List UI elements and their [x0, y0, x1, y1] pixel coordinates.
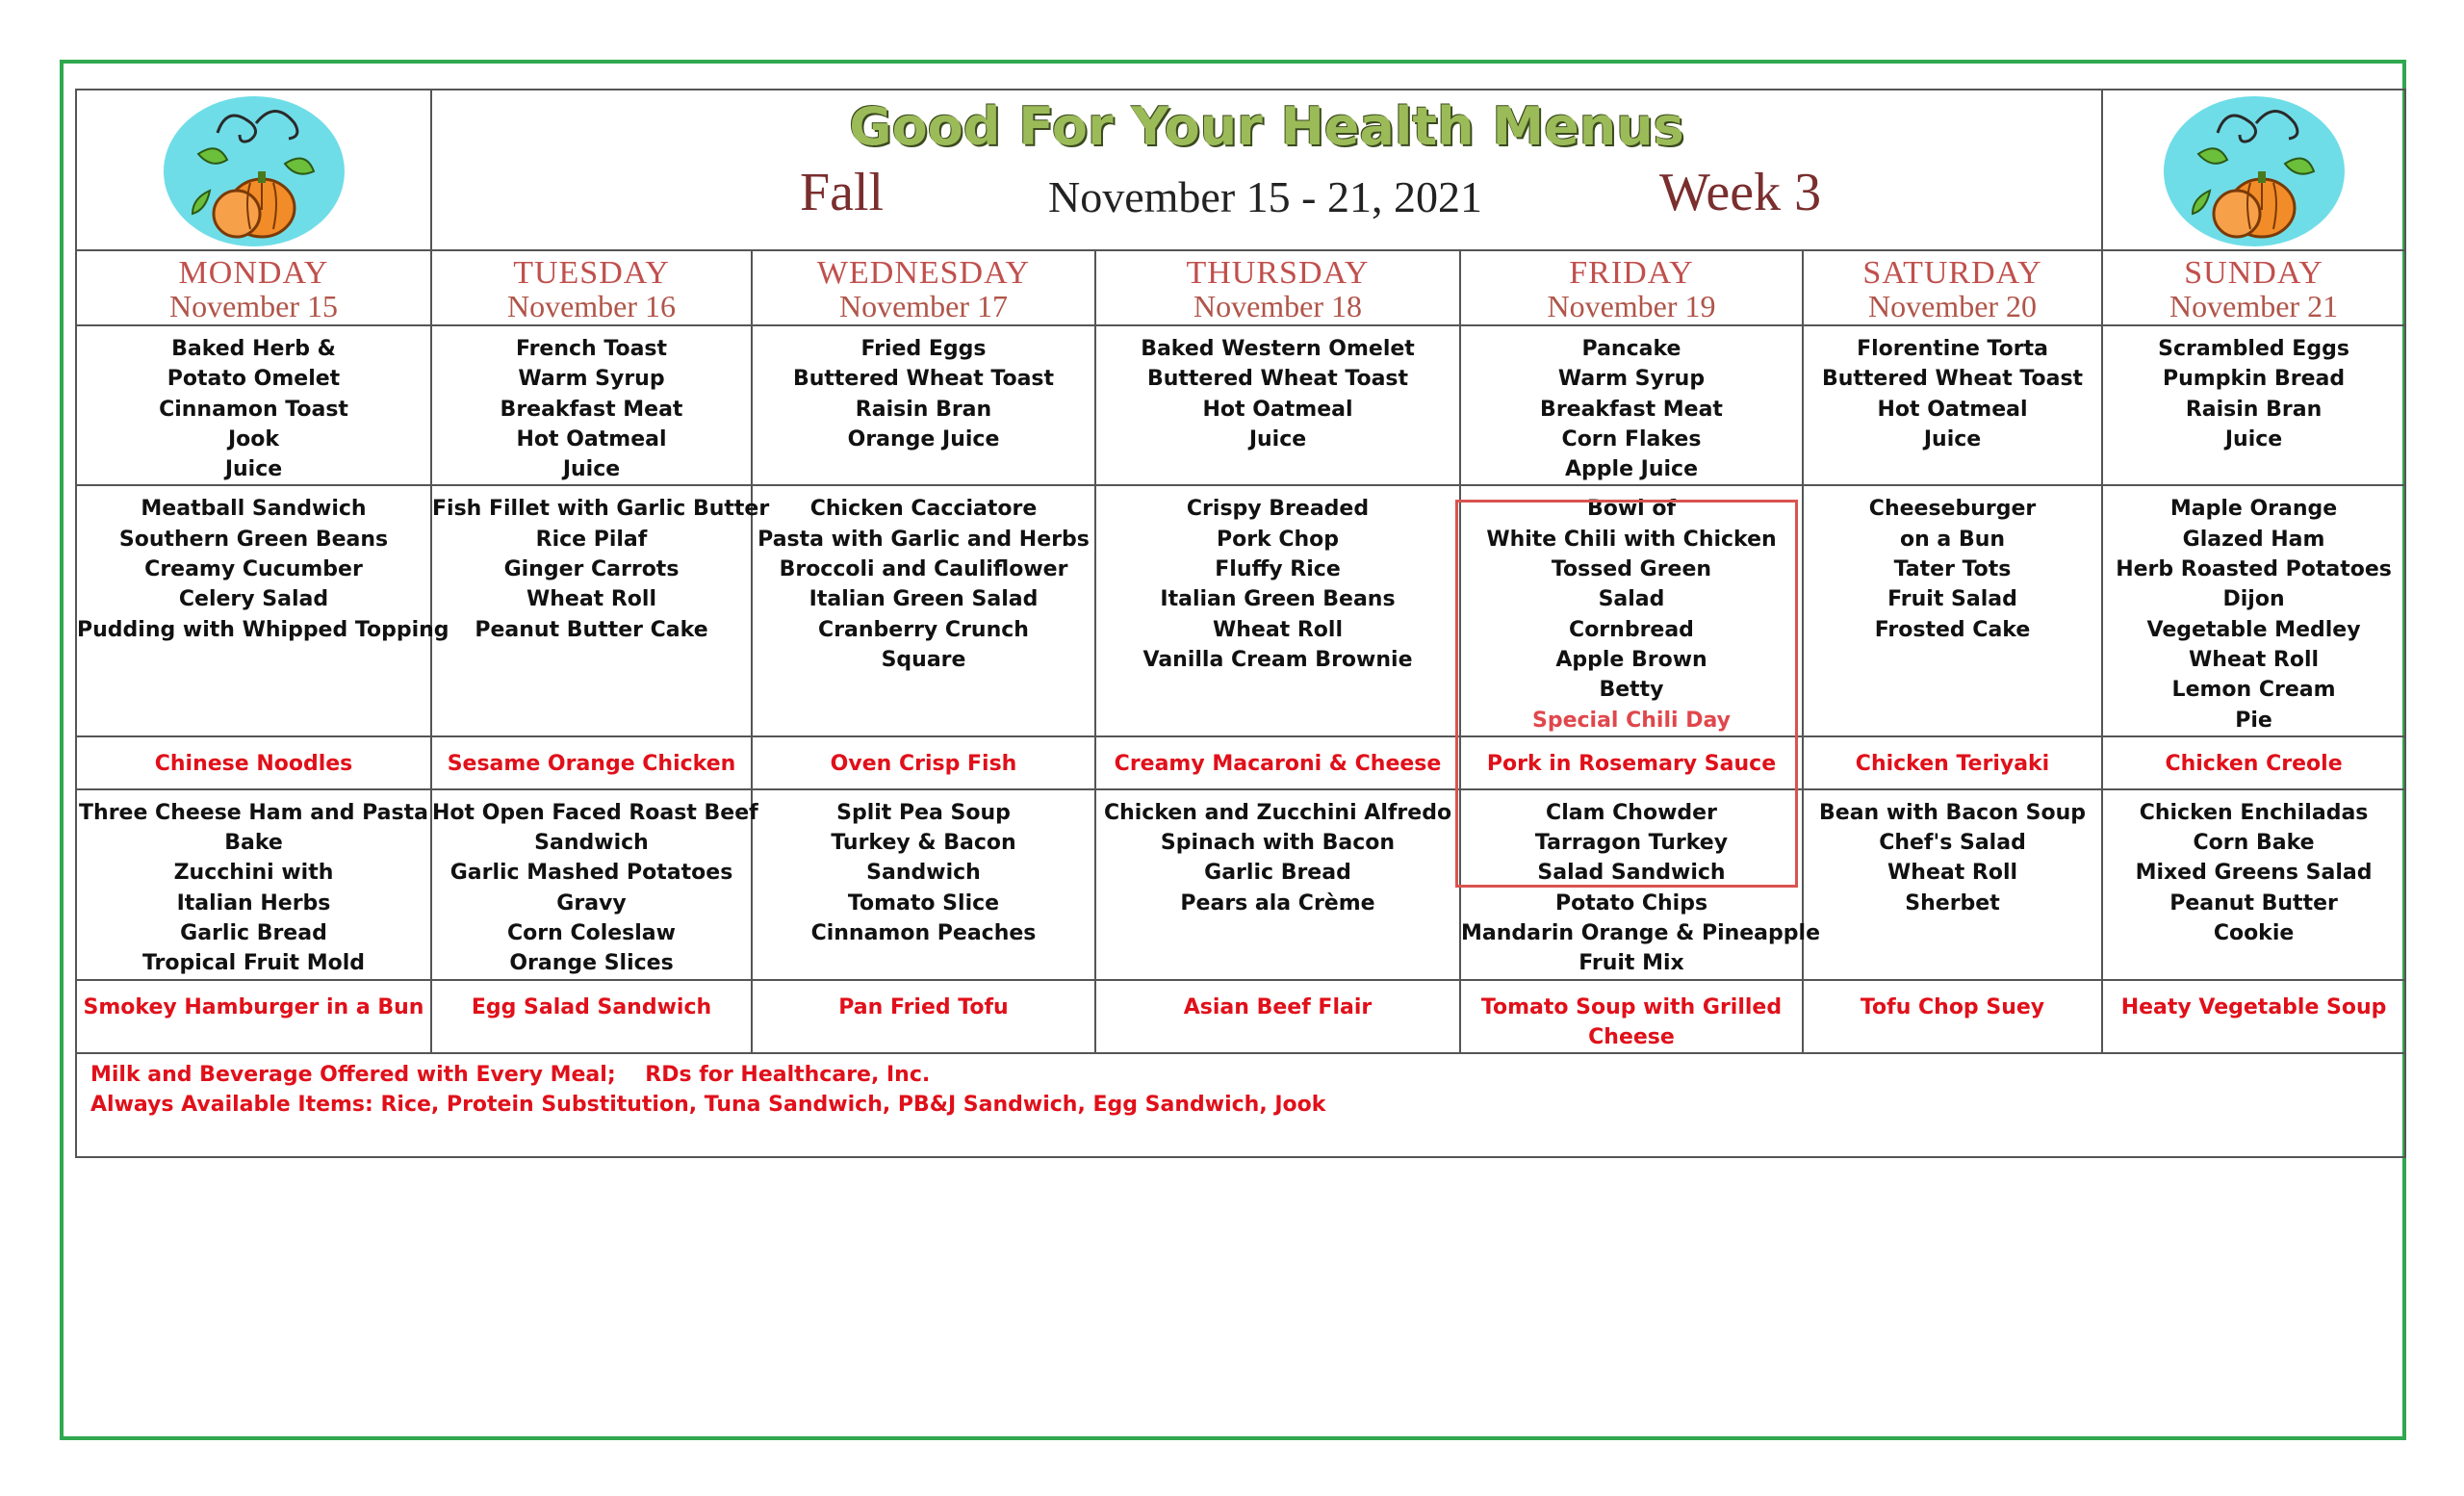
menu-item: Fried Eggs — [860, 337, 987, 361]
menu-item: Turkey & Bacon — [831, 831, 1016, 856]
menu-item: Cornbread — [1569, 617, 1694, 642]
menu-item: Garlic Mashed Potatoes — [449, 861, 733, 886]
menu-item: Chicken and Zucchini Alfredo — [1103, 800, 1452, 825]
season-label: Fall — [800, 163, 885, 222]
menu-item: Hot Oatmeal — [1877, 397, 2028, 422]
day-header-monday — [76, 250, 431, 325]
menu-item: Fluffy Rice — [1215, 557, 1341, 582]
menu-item: Chicken Cacciatore — [809, 497, 1038, 522]
page-title: Good For Your Health Menus — [849, 96, 1684, 157]
menu-item: Cinnamon Peaches — [810, 921, 1037, 946]
menu-item: Corn Coleslaw — [507, 921, 676, 946]
menu-item: Clam Chowder — [1546, 800, 1717, 825]
menu-item: Broccoli and Cauliflower — [779, 557, 1068, 582]
menu-item: Juice — [2224, 426, 2283, 451]
footer-notes — [76, 1053, 2405, 1157]
menu-item: Warm Syrup — [518, 367, 665, 392]
menu-item: Bowl of — [1586, 497, 1677, 522]
menu-item: Jook — [227, 426, 280, 451]
lunch-alternate-tuesday — [431, 736, 752, 789]
breakfast-cell-saturday — [1803, 325, 2102, 485]
week-label: Week 3 — [1659, 163, 1822, 222]
pumpkin-icon — [2160, 94, 2348, 248]
alternate-item: Chicken Creole — [2165, 751, 2343, 776]
menu-item: Sandwich — [534, 831, 649, 856]
menu-item: Dijon — [2222, 587, 2285, 612]
menu-item: Cheeseburger — [1868, 497, 2037, 522]
menu-item: Square — [881, 647, 966, 672]
menu-item: Bean with Bacon Soup — [1819, 800, 2087, 825]
menu-item: Tarragon Turkey — [1534, 831, 1729, 856]
alternate-item: Egg Salad Sandwich — [471, 994, 712, 1019]
menu-item: Baked Western Omelet — [1141, 337, 1415, 361]
dinner-cell-sunday — [2102, 789, 2405, 980]
menu-item: Fruit Salad — [1887, 587, 2017, 612]
lunch-alternate-friday — [1460, 736, 1803, 789]
menu-item: Pudding with Whipped Topping — [77, 617, 449, 642]
day-date: November 18 — [1193, 289, 1363, 323]
day-header-friday — [1460, 250, 1803, 325]
dinner-cell-monday — [76, 789, 431, 980]
menu-item: Raisin Bran — [855, 397, 992, 422]
breakfast-cell-friday — [1460, 325, 1803, 485]
alternate-item: Sesame Orange Chicken — [447, 751, 736, 776]
alternate-item: Cheese — [1588, 1024, 1675, 1049]
menu-item: Tropical Fruit Mold — [141, 951, 366, 976]
menu-item: Buttered Wheat Toast — [1146, 367, 1409, 392]
menu-item: Bake — [224, 831, 283, 856]
dinner-alternate-friday — [1460, 980, 1803, 1054]
menu-item: French Toast — [515, 337, 668, 361]
menu-item: Tater Tots — [1893, 557, 2012, 582]
dinner-alternate-tuesday — [431, 980, 752, 1054]
day-date: November 20 — [1867, 289, 2038, 323]
footer-line-2: Always Available Items: Rice, Protein Substitution, Tuna Sandwich, PB&J Sandwich, Egg Sandwich, Jook — [90, 1093, 1326, 1118]
menu-item: Wheat Roll — [526, 587, 656, 612]
menu-item: Vegetable Medley — [2146, 617, 2361, 642]
menu-item: Breakfast Meat — [1540, 397, 1723, 422]
alternate-item: Tofu Chop Suey — [1860, 994, 2045, 1019]
menu-item: Buttered Wheat Toast — [1821, 367, 2084, 392]
menu-item: Crispy Breaded — [1186, 497, 1370, 522]
dinner-alternate-wednesday — [752, 980, 1095, 1054]
menu-item: Hot Oatmeal — [1202, 397, 1353, 422]
menu-item: on a Bun — [1900, 527, 2006, 552]
menu-item: Mandarin Orange & Pineapple — [1461, 921, 1820, 946]
lunch-cell-tuesday — [431, 485, 770, 735]
date-range: November 15 - 21, 2021 — [1048, 172, 1482, 221]
breakfast-cell-monday — [76, 325, 431, 485]
dinner-alternate-monday — [76, 980, 431, 1054]
dinner-cell-tuesday — [431, 789, 758, 980]
logo-cell-left — [76, 90, 431, 250]
alternate-item: Asian Beef Flair — [1183, 994, 1373, 1019]
menu-item: Herb Roasted Potatoes — [2116, 557, 2392, 582]
menu-item: Potato Chips — [1554, 890, 1708, 916]
menu-item: Juice — [1248, 426, 1307, 451]
menu-item: Juice — [224, 457, 283, 482]
day-header-saturday — [1803, 250, 2102, 325]
menu-item: Buttered Wheat Toast — [792, 367, 1055, 392]
dinner-alternate-saturday — [1803, 980, 2102, 1054]
day-name: WEDNESDAY — [816, 255, 1031, 291]
day-header-thursday — [1095, 250, 1460, 325]
menu-item: Pancake — [1581, 337, 1681, 361]
menu-item: Meatball Sandwich — [141, 497, 367, 522]
alternate-item: Chicken Teriyaki — [1855, 751, 2050, 776]
menu-item: Lemon Cream — [2171, 678, 2336, 703]
lunch-cell-friday — [1460, 485, 1803, 735]
alternate-item: Oven Crisp Fish — [830, 751, 1017, 776]
menu-item: Spinach with Bacon — [1160, 831, 1396, 856]
footer-line-1: Milk and Beverage Offered with Every Meal; RDs for Healthcare, Inc. — [90, 1063, 931, 1088]
logo-cell-right — [2102, 90, 2405, 250]
menu-item: Pie — [2235, 708, 2272, 733]
dinner-alternate-thursday — [1095, 980, 1460, 1054]
pumpkin-icon — [160, 94, 348, 248]
title-cell — [431, 90, 2102, 250]
menu-item: Breakfast Meat — [500, 397, 683, 422]
alternate-item: Chinese Noodles — [154, 751, 353, 776]
menu-item: Three Cheese Ham and Pasta — [79, 800, 428, 825]
menu-item: Corn Bake — [2193, 831, 2315, 856]
lunch-alternate-thursday — [1095, 736, 1460, 789]
menu-item: Cookie — [2213, 921, 2295, 946]
day-name: TUESDAY — [513, 255, 670, 291]
menu-item: Hot Open Faced Roast Beef — [432, 800, 758, 825]
lunch-alternate-sunday — [2102, 736, 2405, 789]
day-date: November 21 — [2169, 289, 2339, 323]
menu-item: Wheat Roll — [1212, 617, 1343, 642]
day-name: SUNDAY — [2184, 255, 2323, 291]
menu-item: Warm Syrup — [1557, 367, 1706, 392]
menu-table — [75, 89, 2406, 1158]
day-header-tuesday — [431, 250, 752, 325]
breakfast-cell-wednesday — [752, 325, 1095, 485]
menu-item: Rice Pilaf — [535, 527, 648, 552]
lunch-alternate-wednesday — [752, 736, 1095, 789]
menu-item: Italian Herbs — [176, 890, 331, 916]
menu-item: Italian Green Beans — [1160, 587, 1396, 612]
dinner-cell-thursday — [1095, 789, 1460, 980]
menu-item: Southern Green Beans — [118, 527, 389, 552]
special-note: Special Chili Day — [1531, 708, 1731, 733]
day-header-wednesday — [752, 250, 1095, 325]
day-name: SATURDAY — [1862, 255, 2042, 291]
menu-item: White Chili with Chicken — [1486, 527, 1777, 552]
dinner-cell-saturday — [1803, 789, 2102, 980]
breakfast-cell-sunday — [2102, 325, 2405, 485]
menu-item: Apple Brown — [1555, 647, 1707, 672]
alternate-item: Creamy Macaroni & Cheese — [1114, 751, 1442, 776]
dinner-cell-friday — [1460, 789, 1820, 980]
menu-item: Split Pea Soup — [836, 800, 1011, 825]
lunch-cell-sunday — [2102, 485, 2405, 735]
menu-item: Betty — [1599, 678, 1664, 703]
menu-item: Salad Sandwich — [1537, 861, 1726, 886]
alternate-item: Tomato Soup with Grilled — [1480, 994, 1783, 1019]
menu-item: Cranberry Crunch — [818, 617, 1029, 642]
menu-item: Pasta with Garlic and Herbs — [757, 527, 1090, 552]
menu-item: Baked Herb & — [171, 337, 336, 361]
breakfast-cell-tuesday — [431, 325, 752, 485]
lunch-alternate-saturday — [1803, 736, 2102, 789]
lunch-cell-wednesday — [752, 485, 1095, 735]
day-date: November 17 — [838, 289, 1009, 323]
menu-item: Tomato Slice — [847, 890, 1000, 916]
menu-item: Peanut Butter Cake — [475, 617, 708, 642]
day-date: November 16 — [506, 289, 677, 323]
day-name: FRIDAY — [1569, 255, 1694, 291]
menu-item: Glazed Ham — [2182, 527, 2325, 552]
menu-item: Fruit Mix — [1578, 951, 1684, 976]
alternate-item: Heaty Vegetable Soup — [2120, 994, 2387, 1019]
day-date: November 19 — [1547, 289, 1716, 323]
menu-item: Pears ala Crème — [1180, 890, 1375, 916]
breakfast-cell-thursday — [1095, 325, 1460, 485]
menu-item: Hot Oatmeal — [516, 426, 667, 451]
day-name: MONDAY — [178, 255, 329, 291]
day-header-sunday — [2102, 250, 2405, 325]
menu-item: Frosted Cake — [1874, 617, 2031, 642]
menu-item: Sherbet — [1905, 890, 2000, 916]
menu-item: Pork Chop — [1216, 527, 1340, 552]
menu-item: Garlic Bread — [1204, 861, 1351, 886]
menu-item: Pumpkin Bread — [2163, 367, 2346, 392]
menu-item: Tossed Green — [1551, 557, 1712, 582]
menu-item: Garlic Bread — [180, 921, 327, 946]
lunch-cell-saturday — [1803, 485, 2102, 735]
dinner-alternate-sunday — [2102, 980, 2405, 1054]
menu-item: Maple Orange — [2169, 497, 2338, 522]
menu-item: Juice — [1923, 426, 1982, 451]
menu-item: Florentine Torta — [1857, 337, 2048, 361]
menu-item: Italian Green Salad — [808, 587, 1039, 612]
menu-item: Gravy — [556, 890, 627, 916]
menu-item: Wheat Roll — [2189, 647, 2320, 672]
menu-item: Ginger Carrots — [503, 557, 680, 582]
lunch-alternate-monday — [76, 736, 431, 789]
alternate-item: Smokey Hamburger in a Bun — [83, 994, 424, 1019]
menu-item: Potato Omelet — [167, 367, 341, 392]
lunch-cell-monday — [76, 485, 449, 735]
menu-item: Orange Slices — [509, 951, 674, 976]
menu-item: Chicken Enchiladas — [2139, 800, 2369, 825]
menu-item: Peanut Butter — [2169, 890, 2338, 916]
menu-item: Orange Juice — [847, 426, 1000, 451]
menu-item: Creamy Cucumber — [144, 557, 363, 582]
menu-item: Salad — [1598, 587, 1665, 612]
menu-item: Juice — [562, 457, 621, 482]
dinner-cell-wednesday — [752, 789, 1095, 980]
menu-item: Zucchini with — [173, 861, 334, 886]
menu-item: Corn Flakes — [1561, 426, 1702, 451]
day-name: THURSDAY — [1186, 255, 1370, 291]
menu-item: Chef's Salad — [1879, 831, 2026, 856]
lunch-cell-thursday — [1095, 485, 1460, 735]
menu-item: Celery Salad — [178, 587, 329, 612]
menu-item: Raisin Bran — [2185, 397, 2323, 422]
alternate-item: Pork in Rosemary Sauce — [1486, 751, 1777, 776]
day-date: November 15 — [168, 289, 339, 323]
menu-item: Apple Juice — [1565, 457, 1698, 482]
menu-item: Mixed Greens Salad — [2135, 861, 2373, 886]
menu-item: Sandwich — [866, 861, 981, 886]
menu-item: Scrambled Eggs — [2158, 337, 2349, 361]
menu-item: Cinnamon Toast — [159, 397, 348, 422]
alternate-item: Pan Fried Tofu — [838, 994, 1009, 1019]
menu-item: Fish Fillet with Garlic Butter — [432, 497, 770, 522]
menu-item: Vanilla Cream Brownie — [1142, 647, 1413, 672]
menu-item: Wheat Roll — [1887, 861, 2018, 886]
